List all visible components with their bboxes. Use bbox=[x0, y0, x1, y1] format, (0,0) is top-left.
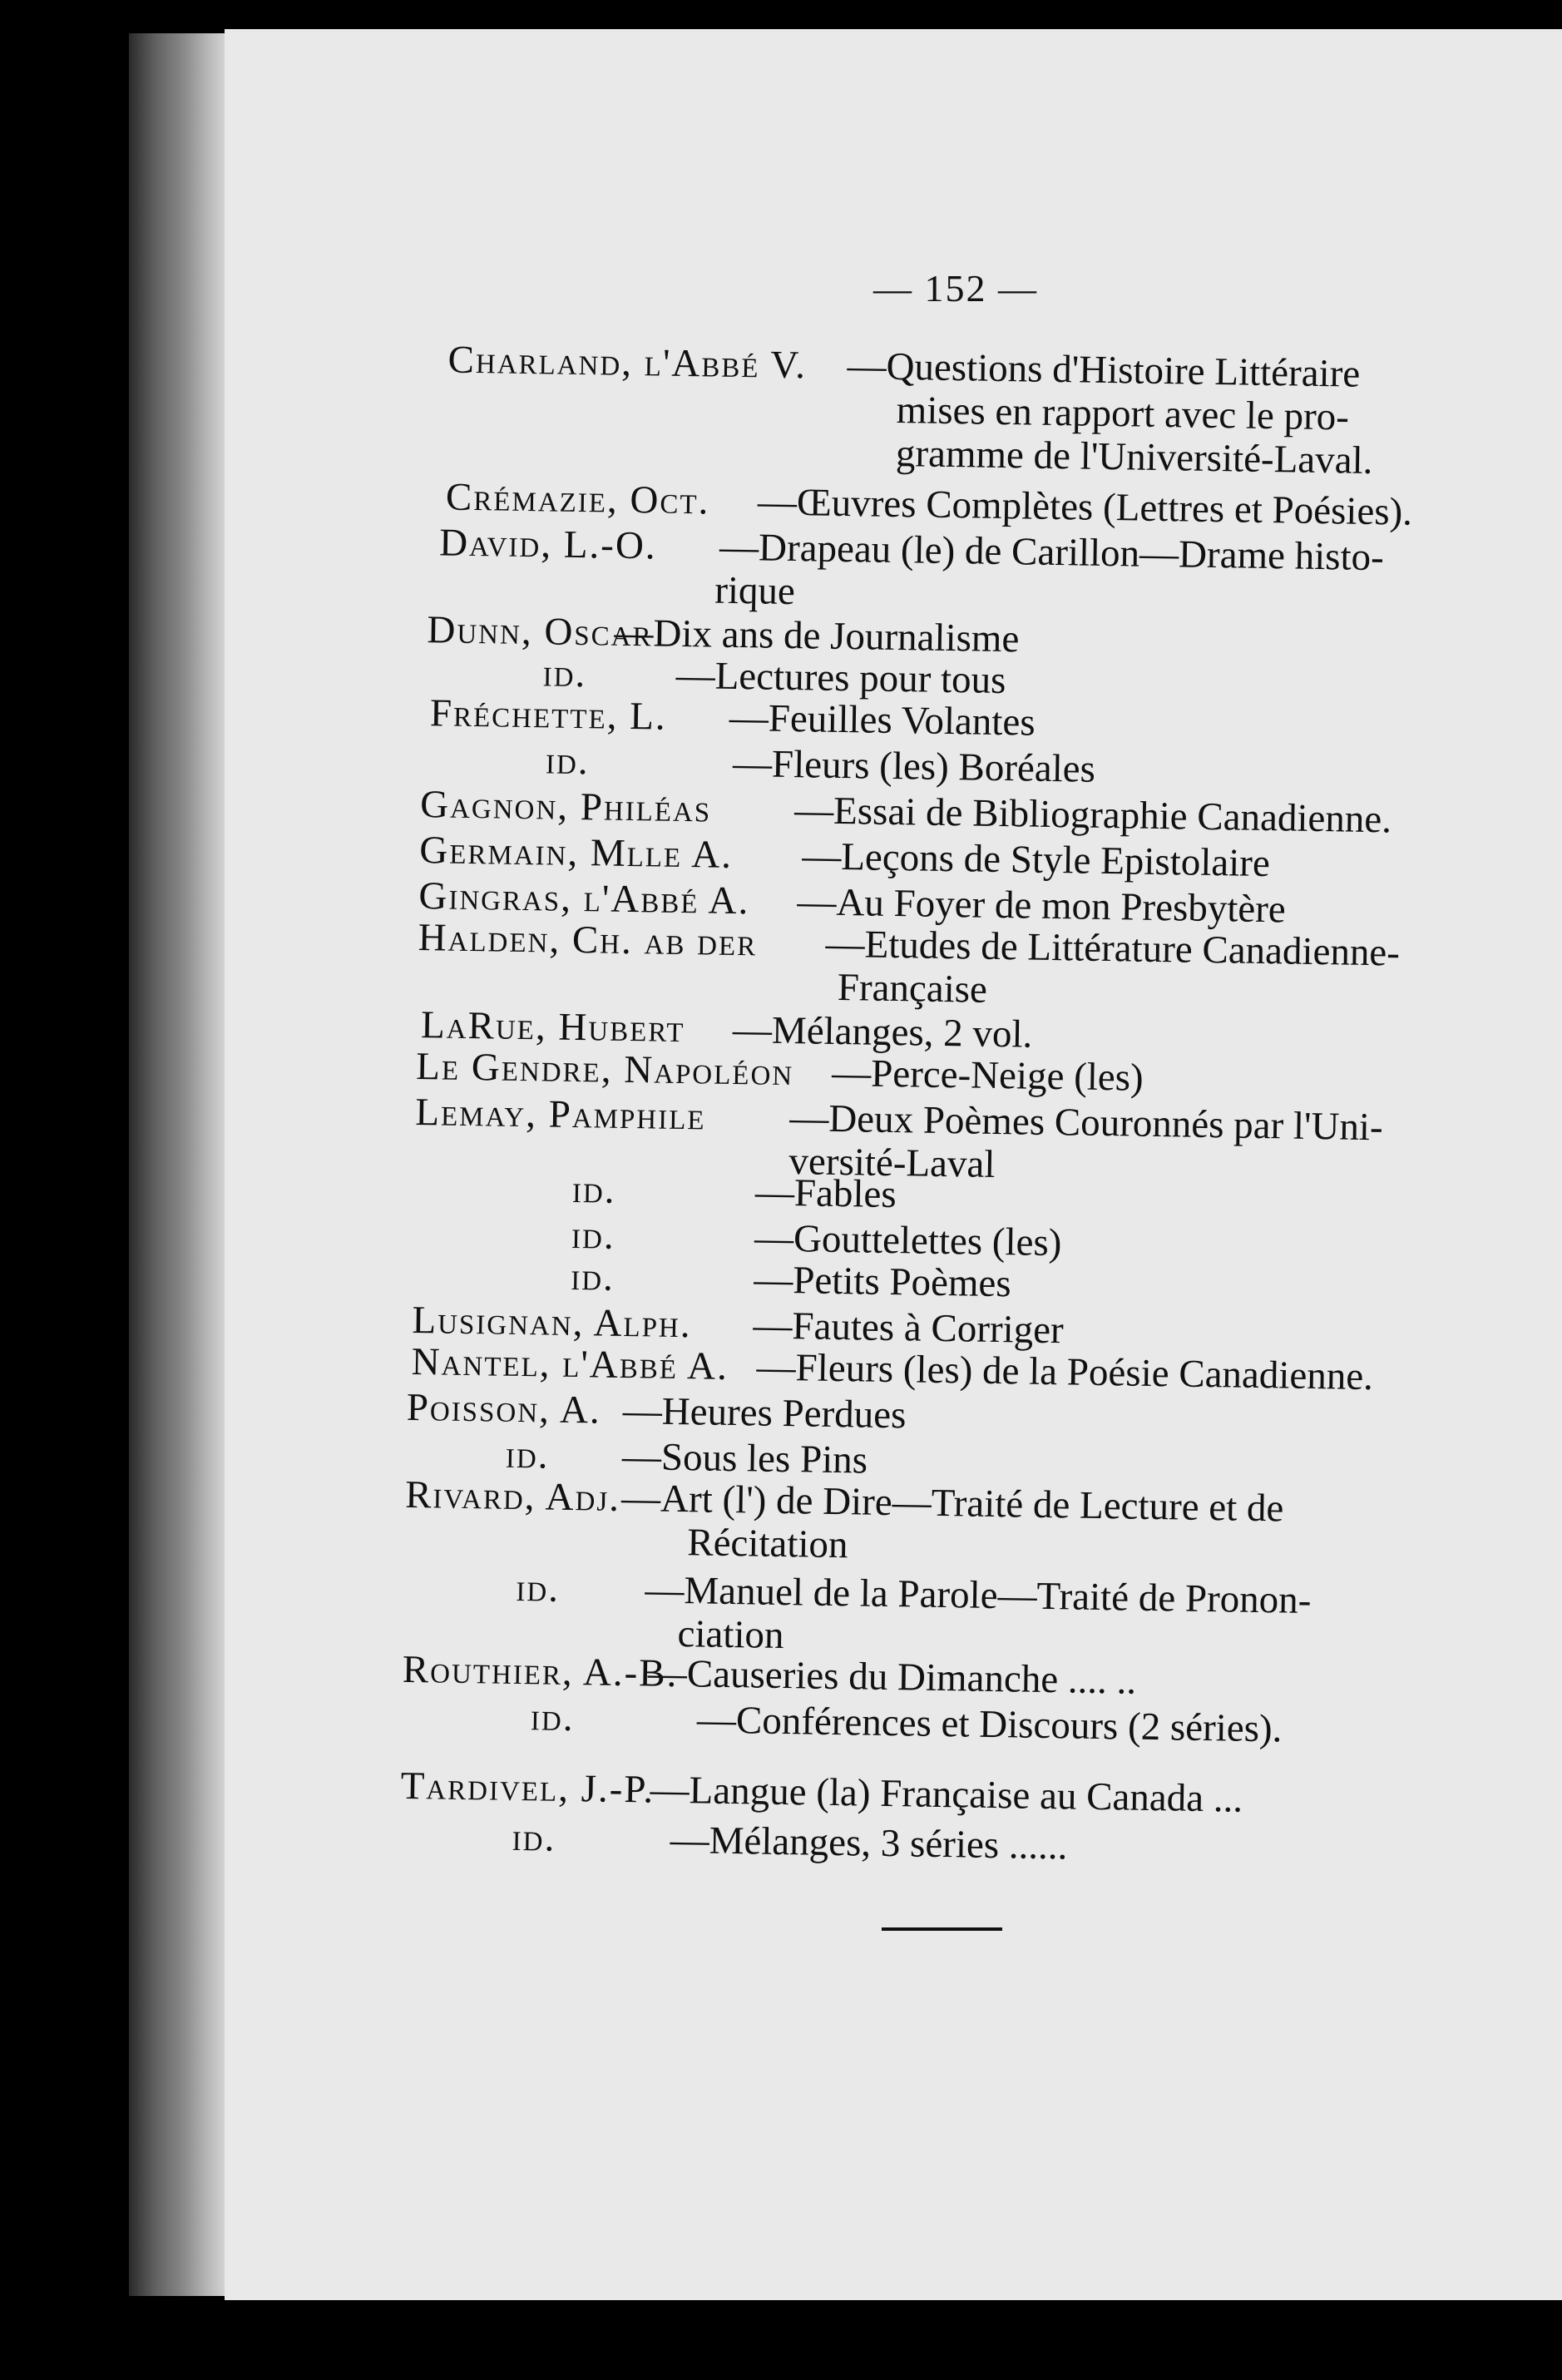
entry-author: Poisson, A. bbox=[406, 1385, 602, 1432]
entry-author: LaRue, Hubert bbox=[420, 1003, 685, 1051]
entry-title: —Etudes de Littérature Canadienne- bbox=[825, 922, 1401, 975]
entry-author: Halden, Ch. ab der bbox=[418, 916, 758, 965]
entry-author: id. bbox=[505, 1432, 550, 1477]
entry-author: id. bbox=[571, 1167, 616, 1212]
entry-title: —Dix ans de Journalisme bbox=[614, 611, 1020, 661]
entry-author: Crémazie, Oct. bbox=[445, 475, 710, 523]
entry-title: —Langue (la) Française au Canada ... bbox=[650, 1768, 1243, 1821]
entry-author: Le Gendre, Napoléon bbox=[415, 1045, 794, 1095]
entry-author: Lemay, Pamphile bbox=[415, 1090, 706, 1139]
entry-author: id. bbox=[571, 1213, 616, 1258]
entry-author: Germain, Mlle A. bbox=[418, 829, 734, 877]
entry-title: —Causeries du Dimanche .... .. bbox=[647, 1651, 1137, 1703]
entry-title-continuation: rique bbox=[714, 568, 796, 614]
entry-title: —Art (l') de Dire—Traité de Lecture et de bbox=[620, 1476, 1284, 1531]
entry-title: —Perce-Neige (les) bbox=[831, 1051, 1144, 1100]
entry-title: —Mélanges, 2 vol. bbox=[732, 1007, 1033, 1056]
entry-title: —Deux Poèmes Couronnés par l'Uni- bbox=[788, 1096, 1384, 1150]
entry-author: id. bbox=[545, 739, 591, 784]
entry-title: —Heures Perdues bbox=[622, 1388, 907, 1437]
entry-title: —Œuvres Complètes (Lettres et Poésies). bbox=[757, 480, 1413, 534]
entry-title-continuation: gramme de l'Université-Laval. bbox=[895, 431, 1373, 482]
entry-title: —Lectures pour tous bbox=[675, 653, 1006, 703]
entry-author: id. bbox=[542, 651, 587, 696]
entry-title: —Manuel de la Parole—Traité de Pronon- bbox=[645, 1568, 1312, 1622]
page-number: — 152 — bbox=[873, 267, 1038, 309]
entry-title: —Feuilles Volantes bbox=[729, 695, 1036, 745]
entry-title-continuation: versité-Laval bbox=[788, 1140, 996, 1186]
entry-title: —Petits Poèmes bbox=[753, 1258, 1012, 1306]
entry-title: —Drapeau (le) de Carillon—Drame histo- bbox=[719, 525, 1385, 580]
entry-title-continuation: Française bbox=[837, 965, 988, 1012]
entry-author: Routhier, A.-B. bbox=[402, 1647, 679, 1696]
entry-title: —Fautes à Corriger bbox=[753, 1304, 1065, 1353]
entry-author: id. bbox=[530, 1695, 575, 1740]
entry-author: Fréchette, L. bbox=[429, 691, 668, 739]
entry-author: Nantel, l'Abbé A. bbox=[411, 1339, 729, 1388]
entry-author: Tardivel, J.-P. bbox=[400, 1764, 655, 1812]
entry-title-continuation: Récitation bbox=[686, 1521, 848, 1567]
entry-title: —Essai de Bibliographie Canadienne. bbox=[793, 789, 1392, 842]
entry-author: David, L.-O. bbox=[438, 521, 658, 568]
entry-title: —Questions d'Histoire Littéraire bbox=[847, 344, 1361, 396]
entry-title: —Au Foyer de mon Presbytère bbox=[797, 880, 1287, 932]
entry-title: —Mélanges, 3 séries ...... bbox=[670, 1818, 1068, 1868]
entry-author: Rivard, Adj. bbox=[404, 1472, 621, 1520]
entry-author: Charland, l'Abbé V. bbox=[447, 338, 808, 388]
entry-title: —Sous les Pins bbox=[621, 1434, 868, 1482]
entry-author: Lusignan, Alph. bbox=[412, 1298, 693, 1347]
entry-title-continuation: mises en rapport avec le pro- bbox=[896, 388, 1350, 439]
entry-title: —Leçons de Style Epistolaire bbox=[801, 834, 1271, 886]
entry-author: id. bbox=[512, 1815, 556, 1860]
entry-author: id. bbox=[516, 1566, 561, 1611]
entry-title: —Fables bbox=[754, 1170, 897, 1217]
entry-title: —Fleurs (les) de la Poésie Canadienne. bbox=[756, 1345, 1374, 1399]
entry-title: —Conférences et Discours (2 séries). bbox=[696, 1698, 1283, 1751]
entry-title: —Gouttelettes (les) bbox=[754, 1216, 1062, 1265]
entry-title: —Fleurs (les) Boréales bbox=[732, 741, 1096, 791]
entry-title-continuation: ciation bbox=[677, 1612, 784, 1658]
closing-rule bbox=[882, 1927, 1002, 1931]
entry-author: Gagnon, Philéas bbox=[419, 783, 712, 831]
entry-author: Dunn, Oscar bbox=[427, 608, 653, 656]
entry-author: id. bbox=[570, 1254, 615, 1299]
entry-author: Gingras, l'Abbé A. bbox=[418, 874, 750, 923]
